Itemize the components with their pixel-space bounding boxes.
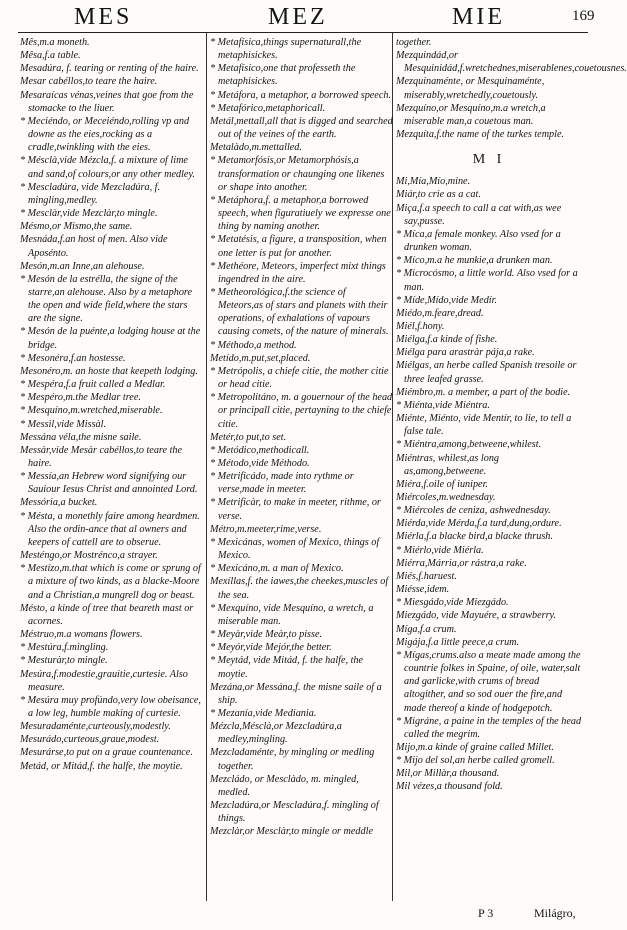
dictionary-entry: Mesón,m.an Inne,an alehouse. [20,260,145,272]
dictionary-entry: Miéra,f.oile of iuniper. [396,478,488,490]
column-1 [20,36,203,773]
dictionary-entry: * Metáfora, a metaphor, a borrowed speech. [210,89,391,101]
dictionary-entry: Miés,f.haruest. [396,570,457,582]
dictionary-entry: * Mijo del sol,an herbe called gromell. [396,755,555,767]
dictionary-entry: Miérda,vide Mérda,f.a turd,dung,ordure. [396,518,562,530]
header-guide-word-3: MIE [452,4,505,30]
dictionary-entry: Mesar cabéllos,to teare the haire. [20,76,158,88]
dictionary-entry: Metér,to put,to set. [210,431,287,443]
dictionary-entry: * Miércoles de ceniza, ashwednesday. [396,505,551,517]
dictionary-entry: Mésto, a kinde of tree that beareth mast or acornes. [20,602,194,627]
dictionary-entry: Mezquíno,or Mesquíno,m.a wretch,a miserable man,a couetous man. [396,102,546,127]
dictionary-entry: * Méthodo,a method. [210,339,297,351]
dictionary-entry: Mexíllas,f. the iawes,the cheekes,muscles of the sea. [210,576,389,601]
dictionary-entry: Mil,or Millàr,a thousand. [396,768,500,780]
dictionary-entry: Miérra,Márria,or rástra,a rake. [396,557,527,569]
dictionary-entry: Mézcla,Mésclà,or Mezcladúra,a medley,mingling. [210,721,342,746]
dictionary-entry: * Miéntra,among,betweene,whilest. [396,439,542,451]
dictionary-entry: Mil vézes,a thousand fold. [396,781,503,793]
dictionary-entry: Mezquindád,or Mesquinidád,f.wretchednes,miserablenes,couetousnes. [396,50,627,75]
dictionary-entry: * Metafórico,metaphoricall. [210,102,326,114]
dictionary-entry: * Míco,m.a he munkie,a drunken man. [396,255,553,267]
dictionary-entry: * Mestízo,m.that which is come or sprung of a mixture of two kinds, as a blacke-Moore and a Christian,a mungrell dog or beast. [20,563,201,601]
dictionary-entry: Mezquinaménte, or Mesquinaménte, miserably,wretchedly,couetously. [396,76,545,101]
dictionary-entry: * Mespéro,m.the Medlar tree. [20,392,141,404]
dictionary-entry: Mésmo,or Mismo,the same. [20,221,133,233]
dictionary-entry: Míga,f.a crum. [396,623,457,635]
dictionary-entry: Miércoles,m.wednesday. [396,492,496,503]
dictionary-entry: Miélga,f.a kinde of fishe. [396,334,498,346]
dictionary-entry: * Miesgádo,vide Miezgádo. [396,597,509,609]
dictionary-entry: Metído,m.put,set,placed. [210,352,311,364]
dictionary-entry: Miédo,m.feare,dread. [396,307,484,319]
dictionary-entry: Miérla,f.a blacke bird,a blacke thrush. [396,531,553,543]
dictionary-entry: * Míca,a female monkey. Also vsed for a drunken woman. [396,228,561,254]
dictionary-entry: Mesurádo,curteous,graue,modest. [20,734,160,746]
dictionary-entry: * Migráne, a paine in the temples of the head called the megrim. [396,715,582,740]
dictionary-entry: Messàr,vide Mesàr cabéllos,to teare the haire. [20,444,183,469]
dictionary-entry: Metalàdo,m.mettalled. [210,142,302,154]
dictionary-entry: Méstruo,m.a womans flowers. [20,629,143,641]
dictionary-entry: Miésse,idem. [396,584,450,596]
column-divider-1 [206,33,207,901]
dictionary-entry: Miél,f.hony. [396,320,445,332]
dictionary-entry: * Metrificádo, made into rythme or verse,made in meeter. [210,471,354,496]
dictionary-entry: * Mígas,crums.also a meate made among the countrie folkes in Spaine, of oile, water,salt and garlicke,with crums of bread altogither, and so sod ouer the fire,and made thereof a kinde of hodgepotch. [396,649,581,714]
dictionary-entry: Miça,f.a speech to call a cat with,as wee say,pusse. [396,202,562,227]
dictionary-entry: * Mescladúra, vide Mezcladúra, f. mingling,medley. [20,181,161,206]
dictionary-entry: Mezcládo, or Mesclàdo, m. mingled, medled. [210,773,359,798]
dictionary-entry: together. [396,37,432,48]
dictionary-entry: Miénte, Miénto, vide Mentír, to lie, to tell a false tale. [396,413,572,438]
dictionary-entry: * Metropolitáno, m. a gouernour of the head or principall citie, pertayning to the chiefe citie. [210,392,393,430]
dictionary-entry: * Míde,Mído,vide Medír. [396,294,497,306]
dictionary-entry: * Methéore, Meteors, imperfect mixt things ingendred in the aire. [210,260,386,285]
dictionary-entry: * Mesquíno,m.wretched,miserable. [20,405,163,417]
dictionary-entry: * Meciéndo, or Meceiéndo,rolling vp and downe as the eies,rocking as a cradle,twinkling with the eies. [20,115,190,154]
dictionary-entry: * Metrópolis, a chiefe citie, the mother citie or head citie. [210,365,389,391]
dictionary-entry: * Mesclàr,vide Mezclàr,to mingle. [20,208,158,220]
dictionary-entry: Mi,Mía,Mío,mine. [396,176,471,188]
dictionary-entry: * Metódico,methodicall. [210,444,310,456]
dictionary-entry: * Metafísico,one that professeth the metaphisickes. [210,63,356,88]
dictionary-entry: Messória,a bucket. [20,497,98,509]
dictionary-entry: Metád, or Mitád,f. the halfe, the moytie. [20,760,183,772]
dictionary-entry: * Metáphora,f. a metaphor,a borrowed speech, when figuratiuely we expresse one thing by naming another. [210,194,391,233]
dictionary-entry: * Miénta,vide Miéntra. [396,399,490,411]
dictionary-entry: * Miérlo,vide Miérla. [396,544,484,556]
dictionary-entry: Mezquíta,f.the name of the turkes temple. [396,129,565,141]
dictionary-entry: Mesaraícas vénas,veines that goe from the stomacke to the liuer. [20,89,194,114]
dictionary-entry: * Meyàr,vide Meàr,to pisse. [210,629,323,641]
dictionary-entry: Miélgas, an herbe called Spanish tresoile or three leafed grasse. [396,360,577,385]
dictionary-entry: * Mespéra,f.a fruit called a Medlar. [20,379,166,391]
dictionary-entry: Mesténgo,or Mostrénco,a strayer. [20,550,158,562]
dictionary-entry: * Metrificàr, to make in meeter, rithme, or verse. [210,497,381,522]
page-number: 169 [572,8,595,24]
dictionary-entry: * Metamorfósis,or Metamorphósis,a transformation or chaunging one likenes or shape into another. [210,155,385,193]
dictionary-entry: * Mesúra muy profúndo,very low obeisance, a low leg, humble making of curtesie. [20,694,201,719]
dictionary-entry: * Mexquíno, vide Mesquíno, a wretch, a miserable man. [210,602,374,627]
page-footer [0,904,600,924]
dictionary-entry: * Mésclà,vide Mézcla,f. a mixture of lime and sand,of colours,or any other medley. [20,155,195,180]
dictionary-entry: Miezgádo, vide Mayuére, a strawberry. [396,610,557,622]
signature-mark: P 3 [478,906,494,920]
dictionary-entry: Mesnáda,f.an host of men. Also vide Aposénto. [20,234,168,259]
dictionary-entry: Mezcladúra,or Mescladúra,f. mingling of things. [210,800,379,825]
column-3-top-entries [396,36,627,141]
header-rule [18,32,588,33]
dictionary-entry: * Metatésis, a figure, a transposition, when one letter is put for another. [210,234,387,259]
dictionary-entry: * Mesturàr,to mingle. [20,655,108,667]
dictionary-entry: * Microcósmo, a little world. Also vsed for a man. [396,268,578,293]
dictionary-entry: Miélga para arastràr pája,a rake. [396,347,535,359]
dictionary-entry: Miémbro,m. a member, a part of the bodie. [396,386,571,398]
dictionary-entry: Mesonéro,m. an hoste that keepeth lodging. [20,365,198,377]
dictionary-entry: Metál,mettall,all that is digged and searched out of the veines of the earth. [210,115,393,141]
dictionary-entry: Mesurárse,to put on a graue countenance. [20,747,193,759]
dictionary-entry: Mesuradaménte,curteously,modestly. [20,721,171,733]
column-3-entries [396,175,582,793]
dictionary-entry: Mesúra,f.modestie,grauitie,curtesie. Also measure. [20,668,188,693]
dictionary-entry: * Método,vide Méthodo. [210,458,310,469]
dictionary-entry: * Mésta, a monethly faire among heardmen. Also the ordin-ance that al owners and keepers of cattell are to obserue. [20,510,200,548]
dictionary-entry: Mezcladaménte, by mingling or medling together. [210,747,375,772]
dictionary-entry: * Messía,an Hebrew word signifying our Sauiour Iesus Christ and annointed Lord. [20,471,198,496]
dictionary-entry: Mesadúra, f. tearing or renting of the haire. [20,63,199,75]
dictionary-entry: * Meyór,vide Mejór,the better. [210,642,332,654]
dictionary-entry: * Mezanía,vide Mediania. [210,707,317,719]
running-header [0,0,600,34]
column-2 [210,36,393,839]
dictionary-entry: * Mexicáno,m. a man of Mexico. [210,563,344,575]
dictionary-entry: Métro,m.meeter,rime,verse. [210,523,322,535]
dictionary-entry: Migája,f.a little peece,a crum. [396,636,520,648]
dictionary-entry: * Meytád, vide Mitád, f. the halfe, the moytie. [210,655,364,680]
dictionary-entry: * Mesón de la puénte,a lodging house at the bridge. [20,326,201,351]
dictionary-entry: * Metafísica,things supernaturall,the metaphisickes. [210,37,362,62]
dictionary-entry: Messána véla,the misne saile. [20,431,142,443]
dictionary-entry: * Mestúra,f.mingling. [20,642,109,654]
dictionary-entry: Mêsa,f.a table. [20,50,81,62]
dictionary-entry: * Messìl,vide Missàl. [20,418,107,430]
dictionary-entry: Mês,m.a moneth. [20,37,90,48]
dictionary-entry: * Metheorológica,f.the science of Meteors,as of stars and planets with their operations, of exhalations of vapours causing comets, of the nature of minerals. [210,286,389,338]
header-guide-word-2: MEZ [268,4,328,30]
catchword: Milágro, [534,906,576,920]
section-heading: M I [472,152,506,168]
dictionary-entry: * Mesonéra,f.an hostesse. [20,352,126,364]
dictionary-entry: Miár,to crie as a cat. [396,189,481,201]
dictionary-entry: * Mexicánas, women of Mexico, things of Mexico. [210,536,380,562]
dictionary-entry: Mijo,m.a kinde of graine called Millet. [396,741,554,753]
dictionary-entry: Miéntras, whilest,as long as,among,betweene. [396,452,500,477]
dictionary-entry: Mezclàr,or Mesclàr,to mingle or meddle [210,826,373,838]
dictionary-entry: * Mesón de la estrélla, the signe of the starre,an alehouse. Also by a metaphore the open and wide field,where the stars are the signe. [20,273,193,325]
dictionary-entry: Mezána,or Messána,f. the misne saile of a ship. [210,681,382,706]
column-3 [396,36,627,794]
header-guide-word-1: MES [74,4,133,30]
